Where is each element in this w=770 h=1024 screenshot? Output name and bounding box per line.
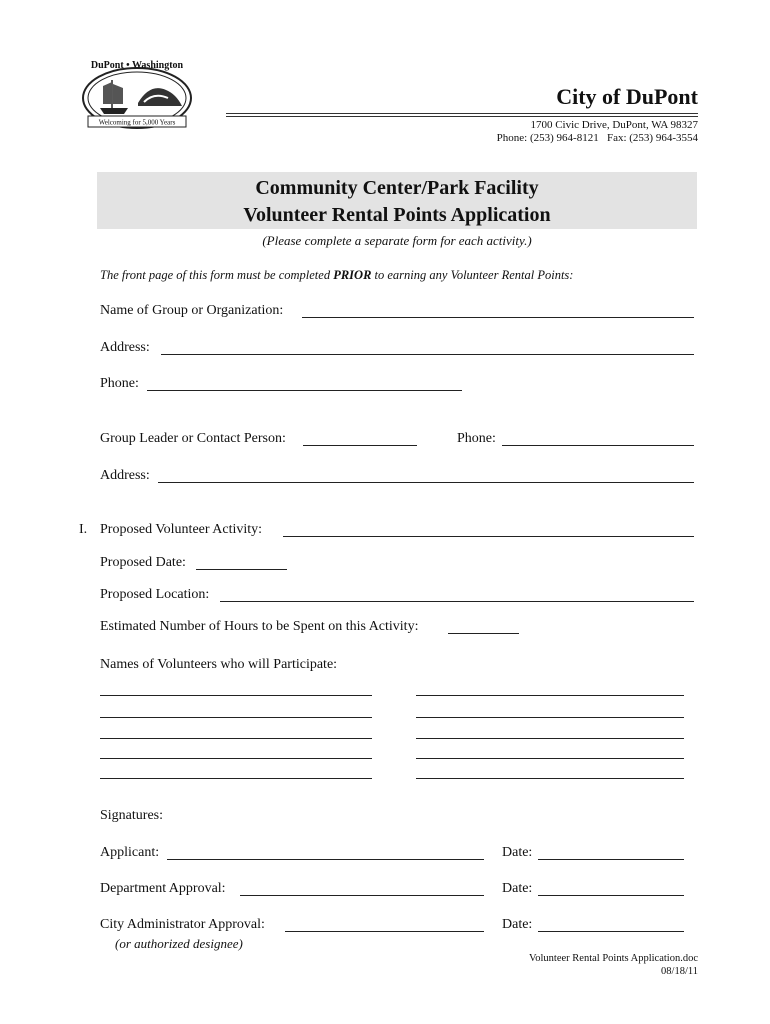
group-leader-label: Group Leader or Contact Person: xyxy=(100,431,286,446)
activity-label: Proposed Volunteer Activity: xyxy=(100,522,263,537)
location-label: Proposed Location: xyxy=(100,587,210,602)
applicant-signature-line[interactable] xyxy=(167,859,484,860)
volunteer-line[interactable] xyxy=(416,778,684,779)
group-name-line[interactable] xyxy=(302,317,694,318)
phone-line[interactable] xyxy=(147,390,462,391)
group-name-label: Name of Group or Organization: xyxy=(100,303,284,318)
administrator-signature-line[interactable] xyxy=(285,931,484,932)
volunteer-line[interactable] xyxy=(100,695,372,696)
activity-line[interactable] xyxy=(283,536,694,537)
header-rule xyxy=(226,113,698,114)
date-line[interactable] xyxy=(196,569,287,570)
address-line: 1700 Civic Drive, DuPont, WA 98327 xyxy=(530,119,698,131)
location-line[interactable] xyxy=(220,601,694,602)
leader-address-line[interactable] xyxy=(158,482,694,483)
section-numeral: I. xyxy=(79,522,88,537)
address-line-field[interactable] xyxy=(161,354,694,355)
volunteer-line[interactable] xyxy=(416,717,684,718)
svg-text:Welcoming for 5,000 Years: Welcoming for 5,000 Years xyxy=(98,118,176,127)
administrator-date-line[interactable] xyxy=(538,931,684,932)
intro-emphasis: PRIOR xyxy=(333,268,372,282)
signatures-heading: Signatures: xyxy=(100,808,163,823)
leader-phone-line[interactable] xyxy=(502,445,694,446)
hours-line[interactable] xyxy=(448,633,519,634)
administrator-label: City Administrator Approval: xyxy=(100,917,265,932)
title-line-2: Volunteer Rental Points Application xyxy=(243,204,551,226)
intro-text xyxy=(100,268,573,283)
applicant-date-label: Date: xyxy=(502,845,533,860)
svg-text:DuPont • Washington: DuPont • Washington xyxy=(90,60,184,71)
department-label: Department Approval: xyxy=(100,881,226,896)
volunteer-line[interactable] xyxy=(416,695,684,696)
title-line-1: Community Center/Park Facility xyxy=(255,177,539,199)
applicant-label: Applicant: xyxy=(100,845,160,860)
date-label: Proposed Date: xyxy=(100,555,186,570)
department-date-label: Date: xyxy=(502,881,533,896)
header-rule xyxy=(226,116,698,117)
city-name: City of DuPont xyxy=(556,84,698,109)
intro-after: to earning any Volunteer Rental Points: xyxy=(371,268,574,282)
administrator-date-label: Date: xyxy=(502,917,533,932)
address-label: Address: xyxy=(100,340,150,355)
department-signature-line[interactable] xyxy=(240,895,484,896)
volunteer-line[interactable] xyxy=(100,778,372,779)
contact-line: Phone: (253) 964-8121 Fax: (253) 964-3554 xyxy=(496,132,698,144)
city-logo xyxy=(78,58,196,130)
volunteers-label: Names of Volunteers who will Participate: xyxy=(100,657,338,672)
volunteer-line[interactable] xyxy=(416,738,684,739)
department-date-line[interactable] xyxy=(538,895,684,896)
volunteer-line[interactable] xyxy=(100,758,372,759)
volunteer-line[interactable] xyxy=(416,758,684,759)
applicant-date-line[interactable] xyxy=(538,859,684,860)
designee-note: (or authorized designee) xyxy=(115,936,243,951)
group-leader-line[interactable] xyxy=(303,445,417,446)
volunteer-line[interactable] xyxy=(100,738,372,739)
subtitle: (Please complete a separate form for each activity.) xyxy=(262,233,532,248)
phone-label: Phone: xyxy=(100,376,139,391)
leader-phone-label: Phone: xyxy=(457,431,496,446)
leader-address-label: Address: xyxy=(100,468,150,483)
footer-date: 08/18/11 xyxy=(661,966,698,977)
footer-filename: Volunteer Rental Points Application.doc xyxy=(529,953,698,964)
intro-before: The front page of this form must be completed xyxy=(100,268,334,282)
hours-label: Estimated Number of Hours to be Spent on this Activity: xyxy=(100,619,419,634)
volunteer-line[interactable] xyxy=(100,717,372,718)
